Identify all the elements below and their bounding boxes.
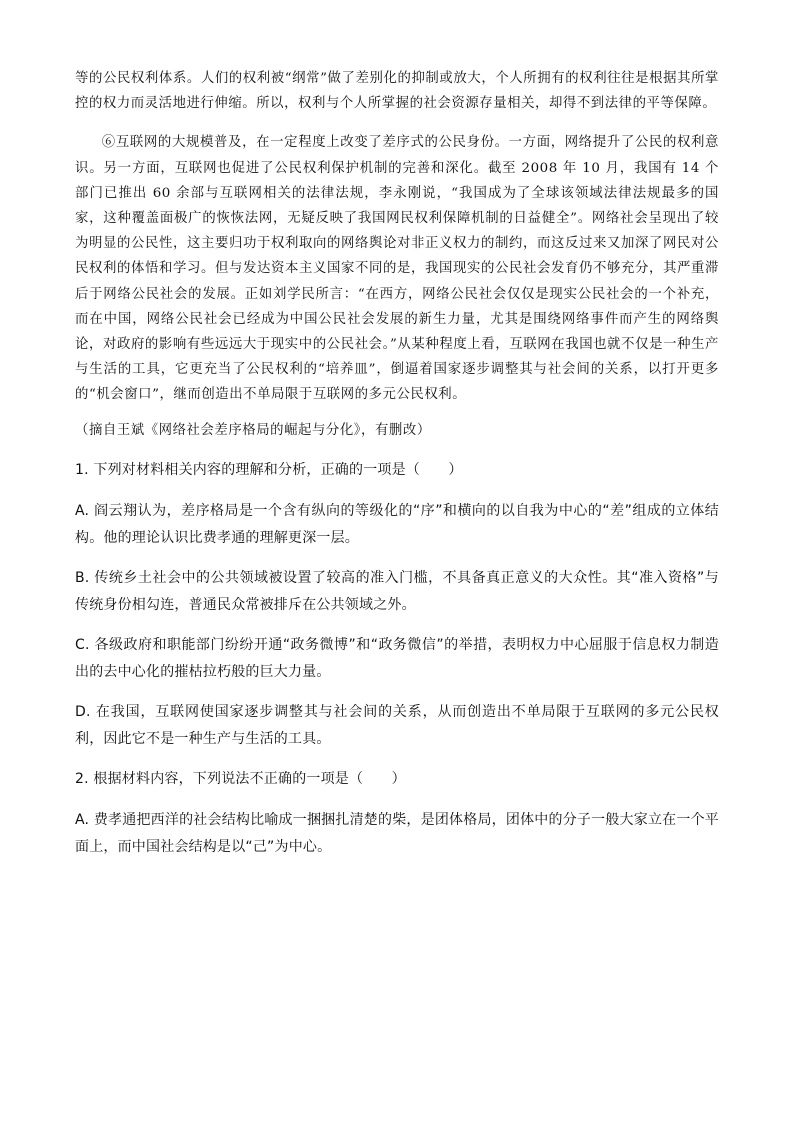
question-2-stem: 2. 根据材料内容，下列说法不正确的一项是（ ） xyxy=(75,770,406,787)
paragraph-spacer xyxy=(75,408,719,418)
question-1-option-c: C. 各级政府和职能部门纷纷开通“政务微博”和“政务微信”的举措，表明权力中心屈服于信息权力制造出的去中心化的摧枯拉朽般的巨大力量。 xyxy=(75,636,719,680)
reading-passage xyxy=(75,66,719,443)
passage-paragraph-continued: 等的公民权利体系。人们的权利被“纲常”做了差别化的抑制或放大，个人所拥有的权利往往是根据其所掌控的权力而灵活地进行伸缩。所以，权利与个人所掌握的社会资源存量相关，却得不到法律的平等保障。 xyxy=(75,71,719,112)
document-page xyxy=(75,66,719,874)
question-section xyxy=(75,457,719,861)
passage-source-citation: （摘自王斌《网络社会差序格局的崛起与分化》，有删改） xyxy=(75,422,431,438)
question-1-option-d: D. 在我国，互联网使国家逐步调整其与社会间的关系，从而创造出不单局限于互联网的多元公民权利，因此它不是一种生产与生活的工具。 xyxy=(75,703,719,747)
question-2-option-a: A. 费孝通把西洋的社会结构比喻成一捆捆扎清楚的柴，是团体格局，团体中的分子一般大家立在一个平面上，而中国社会结构是以“己”为中心。 xyxy=(75,811,719,855)
question-1-option-b: B. 传统乡土社会中的公共领域被设置了较高的准入门槛，不具备真正意义的大众性。其“准入资格”与传统身份相勾连，普通民众常被排斥在公共领域之外。 xyxy=(75,569,719,613)
paragraph-spacer xyxy=(75,116,719,130)
passage-paragraph-6: ⑥互联网的大规模普及，在一定程度上改变了差序式的公民身份。一方面，网络提升了公民的权利意识。另一方面，互联网也促进了公民权利保护机制的完善和深化。截至 2008 年 10 月，我国有 14 个部门已推出 60 余部与互联网相关的法律法规，李永刚说，“我国成为了全球该领域法律法规最多的国家，这种覆盖面极广的恢恢法网，无疑反映了我国网民权利保障机制的日益健全”。网络社会呈现出了较为明显的公民性，这主要归功于权利取向的网络舆论对非正义权力的制约，而这反过来又加深了网民对公民权利的体悟和学习。但与发达资本主义国家不同的是，我国现实的公民社会发育仍不够充分，其严重滞后于网络公民社会的发展。正如刘学民所言：“在西方，网络公民社会仅仅是现实公民社会的一个补充，而在中国，网络公民社会已经成为中国公民社会发展的新生力量，尤其是围绕网络事件而产生的网络舆论，对政府的影响有些远远大于现实中的公民社会。”从某种程度上看，互联网在我国也就不仅是一种生产与生活的工具，它更充当了公民权利的“培养皿”，倒逼着国家逐步调整其与社会间的关系，以打开更多的“机会窗口”，继而创造出不单局限于互联网的多元公民权利。 xyxy=(75,135,719,403)
question-1-option-a: A. 阎云翔认为，差序格局是一个含有纵向的等级化的“序”和横向的以自我为中心的“差”组成的立体结构。他的理论认识比费孝通的理解更深一层。 xyxy=(75,502,719,546)
question-1-stem: 1. 下列对材料相关内容的理解和分析，正确的一项是（ ） xyxy=(75,461,463,478)
